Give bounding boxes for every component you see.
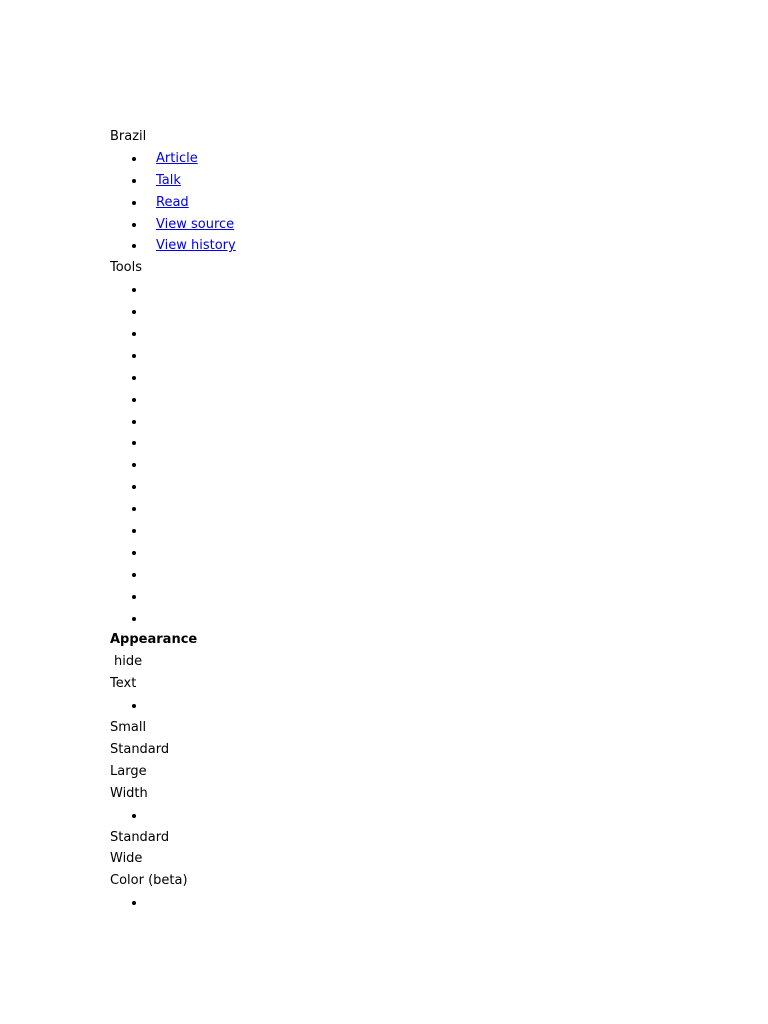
width-item: [110, 805, 710, 827]
tools-item[interactable]: [110, 432, 710, 454]
bullet: [131, 148, 141, 170]
page-content: [110, 126, 710, 914]
bullet: [131, 367, 141, 389]
bullet: [131, 214, 141, 236]
view-history-link[interactable]: View history: [156, 238, 236, 254]
text-size-list: [110, 695, 710, 717]
tools-item[interactable]: [110, 279, 710, 301]
tools-item[interactable]: [110, 608, 710, 630]
views-item-view-source: [110, 214, 710, 236]
views-list: [110, 148, 710, 257]
views-item-read: [110, 192, 710, 214]
width-option-standard[interactable]: Standard: [110, 829, 170, 845]
text-size-option-small[interactable]: Small: [110, 720, 147, 736]
bullet: [131, 476, 141, 498]
color-list: [110, 892, 710, 914]
views-item-view-history: [110, 235, 710, 257]
views-item-talk: [110, 170, 710, 192]
tools-item[interactable]: [110, 498, 710, 520]
bullet: [131, 170, 141, 192]
color-label: Color (beta): [110, 873, 188, 889]
bullet: [131, 805, 141, 827]
tools-item[interactable]: [110, 367, 710, 389]
bullet: [131, 542, 141, 564]
article-link[interactable]: Article: [156, 150, 198, 166]
tools-item[interactable]: [110, 345, 710, 367]
bullet: [131, 586, 141, 608]
tools-item[interactable]: [110, 520, 710, 542]
bullet: [131, 235, 141, 257]
talk-link[interactable]: Talk: [156, 172, 181, 188]
tools-list: [110, 279, 710, 629]
tools-item[interactable]: [110, 542, 710, 564]
bullet: [131, 498, 141, 520]
tools-item[interactable]: [110, 564, 710, 586]
bullet: [131, 520, 141, 542]
bullet: [131, 454, 141, 476]
bullet: [131, 301, 141, 323]
width-option-wide[interactable]: Wide: [110, 851, 143, 867]
view-source-link[interactable]: View source: [156, 216, 235, 232]
bullet: [131, 608, 141, 630]
width-label: Width: [110, 785, 148, 801]
bullet: [131, 389, 141, 411]
tools-label[interactable]: Tools: [110, 260, 143, 276]
tools-item[interactable]: [110, 301, 710, 323]
text-size-option-large[interactable]: Large: [110, 763, 147, 779]
bullet: [131, 432, 141, 454]
tools-item[interactable]: [110, 411, 710, 433]
tools-item[interactable]: [110, 389, 710, 411]
bullet: [131, 279, 141, 301]
bullet: [131, 323, 141, 345]
page-title: Brazil: [110, 129, 147, 144]
text-size-label: Text: [110, 676, 137, 692]
bullet: [131, 345, 141, 367]
bullet: [131, 892, 141, 914]
appearance-heading: Appearance: [110, 632, 198, 648]
appearance-toggle-row: [110, 651, 710, 673]
text-size-option-standard[interactable]: Standard: [110, 741, 170, 757]
color-item: [110, 892, 710, 914]
tools-item[interactable]: [110, 454, 710, 476]
bullet: [131, 564, 141, 586]
tools-item[interactable]: [110, 476, 710, 498]
width-list: [110, 805, 710, 827]
bullet: [131, 695, 141, 717]
bullet: [131, 192, 141, 214]
tools-item[interactable]: [110, 586, 710, 608]
views-item-article: [110, 148, 710, 170]
tools-item[interactable]: [110, 323, 710, 345]
bullet: [131, 411, 141, 433]
text-size-item: [110, 695, 710, 717]
hide-button[interactable]: hide: [114, 654, 143, 670]
read-link[interactable]: Read: [156, 194, 189, 210]
